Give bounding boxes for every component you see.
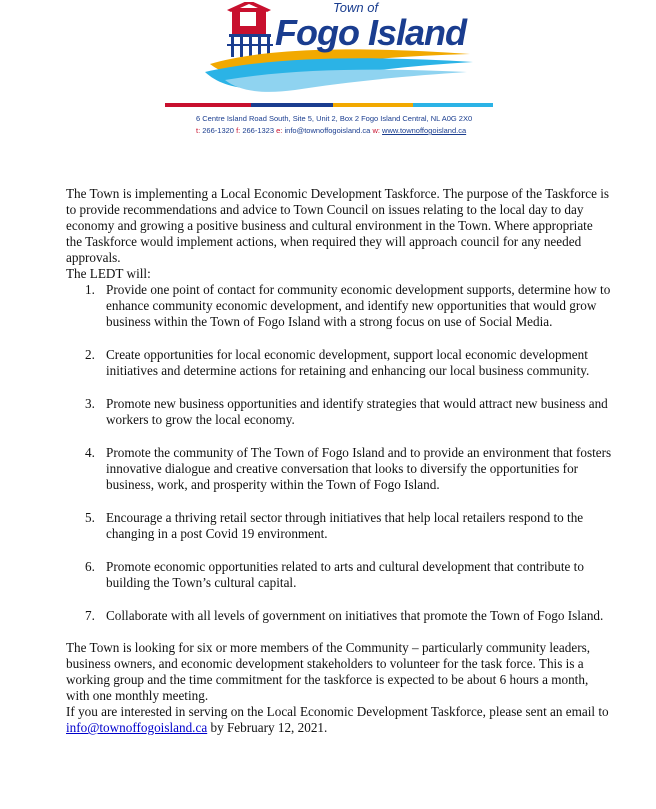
contact-email-link[interactable]: info@townoffogoisland.ca	[66, 720, 208, 735]
closing-paragraph: The Town is looking for six or more members of the Community – particularly community leaders, business owners, and economic development stakeholders to volunteer for the task force. This is a working group and the time commitment for the taskforce is expected to be about 6 hours a month, with one monthly meeting.	[66, 640, 591, 703]
stripe-yellow	[333, 103, 413, 107]
list-item-number: 5.	[85, 510, 95, 525]
list-item-number: 1.	[85, 282, 95, 297]
email-label: e:	[276, 126, 283, 135]
letterhead	[0, 0, 656, 145]
intro-paragraph: The Town is implementing a Local Economic Development Taskforce. The purpose of the Taskforce is to provide recommendations and advice to Town Council on issues relating to the local day to day economy and growing a positive business and cultural environment in the Town. Where appropriate the Taskforce would implement actions, when required they will approach council for any needed approvals.	[66, 186, 610, 265]
contact-paragraph	[66, 704, 612, 736]
contact-line	[196, 126, 466, 135]
list-item-text: Create opportunities for local economic development, support local economic development initiatives and determine actions for retaining and enhancing our local business community.	[106, 347, 590, 378]
list-item	[66, 445, 612, 493]
town-of-label: Town of	[333, 0, 379, 15]
list-item-text: Promote economic opportunities related to arts and cultural development that contribute to building the Town’s cultural capital.	[106, 559, 584, 590]
stripe-blue	[251, 103, 333, 107]
list-item-text: Promote the community of The Town of Fogo Island and to provide an environment that fosters innovative dialogue and creative conversation that looks to diversify the opportunities for business, work, and prosperity within the Town of Fogo Island.	[106, 445, 612, 492]
list-item	[66, 347, 612, 379]
fax-label: f:	[236, 126, 241, 135]
list-item-number: 7.	[85, 608, 95, 623]
list-item	[66, 510, 612, 542]
list-item-number: 6.	[85, 559, 95, 574]
contact-pre: If you are interested in serving on the Local Economic Development Taskforce, please sent an email to	[66, 704, 609, 719]
list-item	[66, 559, 612, 591]
contact-post: by February 12, 2021.	[207, 720, 328, 735]
list-item-text: Collaborate with all levels of government on initiatives that promote the Town of Fogo Island.	[106, 608, 604, 623]
list-item	[66, 608, 612, 624]
list-item-text: Provide one point of contact for community economic development supports, determine how to enhance community economic development, and identify new opportunities that would grow business within the Town of Fogo Island with a strong focus on use of Social Media.	[106, 282, 611, 329]
stripe-red	[165, 103, 251, 107]
town-logo	[205, 2, 475, 94]
address-line: 6 Centre Island Road South, Site 5, Unit 2, Box 2 Fogo Island Central, NL A0G 2X0	[196, 114, 473, 123]
list-item-text: Encourage a thriving retail sector through initiatives that help local retailers respond to the changing in a post Covid 19 environment.	[106, 510, 584, 541]
list-intro: The LEDT will:	[66, 266, 151, 281]
letter-body	[66, 186, 612, 736]
fax-value: 266-1323	[242, 126, 275, 135]
list-item	[66, 396, 612, 428]
list-item-text: Promote new business opportunities and identify strategies that would attract new business and workers to grow the local economy.	[106, 396, 608, 427]
list-item-number: 4.	[85, 445, 95, 460]
website-link[interactable]: www.townoffogoisland.ca	[382, 126, 467, 135]
list-item	[66, 282, 612, 330]
list-item-number: 3.	[85, 396, 95, 411]
list-item-number: 2.	[85, 347, 95, 362]
mandate-list	[66, 282, 612, 624]
web-label: w:	[372, 126, 380, 135]
email-value: info@townoffogoisland.ca	[284, 126, 371, 135]
stripe-cyan	[413, 103, 493, 107]
tel-label: t:	[196, 126, 201, 135]
town-name-wordmark: Fogo Island	[275, 12, 466, 53]
tel-value: 266-1320	[202, 126, 234, 135]
